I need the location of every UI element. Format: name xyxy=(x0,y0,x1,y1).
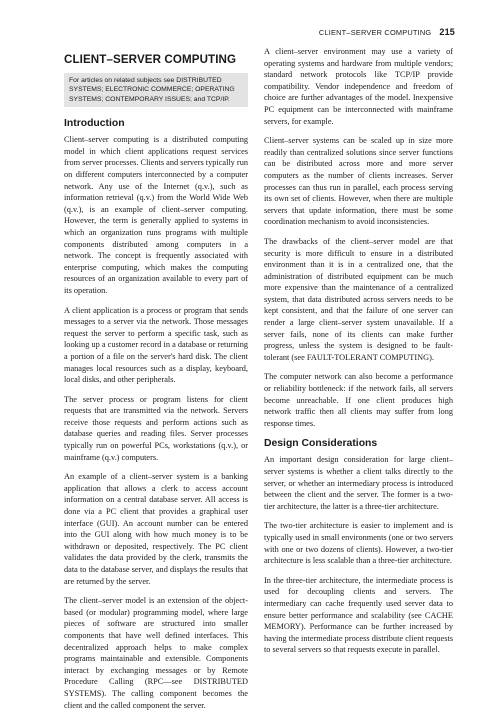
paragraph: An important design consideration for large client–server systems is whether a client talks directly to the server, or whether an intermediary process is introduced between the client and the server. The former is a two-tier architecture, the latter is a three-tier architecture. xyxy=(264,455,453,511)
paragraph: The two-tier architecture is easier to implement and is typically used in small environments (one or two servers with one or two dozens of clients). However, a two-tier architecture is less scalable than a three-tier architecture. xyxy=(264,521,453,566)
paragraph: Client–server systems can be scaled up in size more readily than centralized solutions since server functions can be distributed across more and more server computers as the number of clients increases. Server processes can thus run in parallel, each process serving its own set of clients. However, when there are multiple servers that update information, there must be some coordination mechanism to avoid inconsistencies. xyxy=(264,136,453,227)
paragraph: A client application is a process or program that sends messages to a server via the network. Those messages request the server to perform a specific task, such as looking up a customer record in a database or returning a portion of a file on the server's hard disk. The client manages local resources such as a display, keyboard, local disks, and other peripherals. xyxy=(64,305,248,385)
page-number: 215 xyxy=(439,27,455,37)
section-heading-design: Design Considerations xyxy=(264,438,378,450)
paragraph: In the three-tier architecture, the intermediate process is used for decoupling clients and servers. The intermediary can cache frequently used server data to ensure better performance and scalability (see CACHE MEMORY). Performance can be further increased by having the intermediate process distribute client requests to several servers so that requests execute in parallel. xyxy=(264,575,453,655)
see-also-box: For articles on related subjects see DISTRIBUTED SYSTEMS; ELECTRONIC COMMERCE; OPERATING SYSTEMS; CONTEMPORARY ISSUES; and TCP/IP. xyxy=(64,73,248,107)
paragraph: The server process or program listens for client requests that are transmitted via the network. Servers receive those requests and perform actions such as database queries and reading files. Server processes typically run on powerful PCs, workstations (q.v.), or mainframe (q.v.) computers. xyxy=(64,394,248,462)
paragraph: A client–server environment may use a variety of operating systems and hardware from multiple vendors; standard network protocols like TCP/IP provide compatibility. Vendor independence and freedom of choice are further advantages of the model. Inexpensive PC equipment can be interconnected with mainframe servers, for example. xyxy=(264,47,453,126)
right-column xyxy=(264,46,453,664)
left-column xyxy=(64,46,248,719)
running-head xyxy=(319,27,455,37)
paragraph: An example of a client–server system is a banking application that allows a clerk to access account information on a central database server. All access is done via a PC client that provides a graphical user interface (GUI). An account number can be entered into the GUI along with how much money is to be withdrawn or deposited, respectively. The PC client validates the data provided by the clerk, transmits the data to the database server, and displays the results that are returned by the server. xyxy=(64,472,248,586)
paragraph: The drawbacks of the client–server model are that security is more difficult to ensure in a distributed environment than it is in a centralized one, that the administration of distributed equipment can be much more expensive than the maintenance of a centralized system, that data distributed across servers needs to be kept consistent, and that the failure of one server can render a large client–server system unavailable. If a server fails, none of its clients can make further progress, unless the system is designed to be fault-tolerant (see FAULT-TOLERANT COMPUTING). xyxy=(264,236,453,362)
paragraph: The computer network can also become a performance or reliability bottleneck: if the network fails, all servers become unreachable. If one client produces high network traffic then all clients may suffer from long response times. xyxy=(264,372,453,428)
paragraph: Client–server computing is a distributed computing model in which client applications request services from server processes. Clients and servers typically run on different computers interconnected by a computer network. Any use of the Internet (q.v.), such as information retrieval (q.v.) from the World Wide Web (q.v.), is an example of client–server computing. However, the term is generally applied to systems in which an organization runs programs with multiple components distributed among computers in a network. The concept is frequently associated with enterprise computing, which makes the computing resources of an organization available to every part of its operation. xyxy=(64,135,248,295)
paragraph: The client–server model is an extension of the object-based (or modular) programming model, where large pieces of software are structured into smaller components that have well defined interfaces. This decentralized approach helps to make complex programs maintainable and extensible. Components interact by exchanging messages or by Remote Procedure Calling (RPC—see DISTRIBUTED SYSTEMS). The calling component becomes the client and the called component the server. xyxy=(64,596,248,710)
section-heading-introduction: Introduction xyxy=(64,118,125,130)
entry-title: CLIENT–SERVER COMPUTING xyxy=(64,53,237,66)
running-title: CLIENT–SERVER COMPUTING xyxy=(318,28,432,37)
